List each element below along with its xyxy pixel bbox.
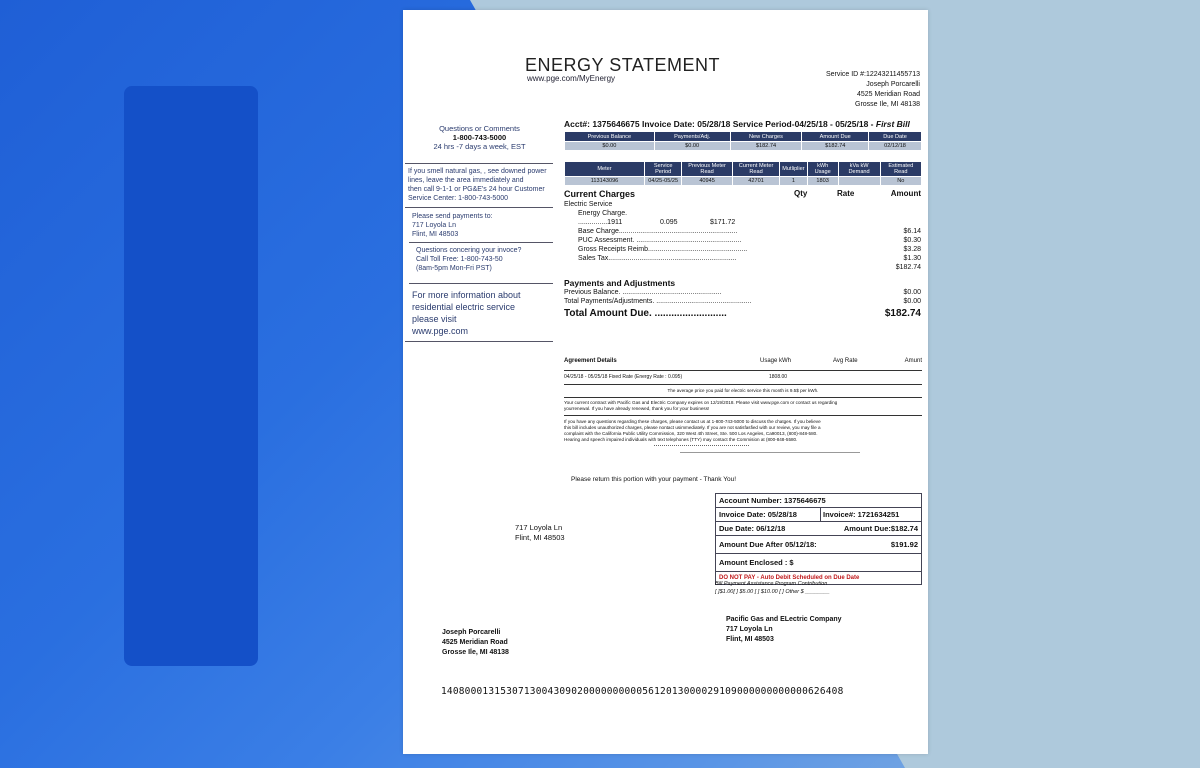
energy-amount: $171.72	[710, 219, 736, 226]
account-number-row	[716, 494, 921, 508]
customer-name: Joseph Porcarelli	[866, 81, 920, 88]
gas-line: then call 9-1-1 or PG&E's 24 hour Customer	[408, 186, 545, 193]
payments-adjustments-title: Payments and Adjustments	[564, 278, 676, 288]
payments-street: 717 Loyola Ln	[412, 222, 456, 229]
meter-value	[838, 177, 880, 186]
col-amount: Amount	[890, 189, 921, 198]
statement-title: ENERGY STATEMENT	[525, 55, 721, 75]
questions-note: If you have any questions regarding these charges, please contact us at 1-800-743-5000 to discuss the chatges. If you believe	[564, 419, 821, 424]
invoice-question: Questions concering your invoce?	[416, 247, 522, 254]
summary-value: 02/12/18	[869, 142, 922, 151]
first-bill-label: First Bill	[875, 119, 910, 129]
meter-header: Current Meter Read	[732, 162, 779, 177]
total-payments-amount: $0.00	[903, 298, 921, 305]
total-due-label: Total Amount Due. ..........................	[564, 308, 727, 319]
meter-table	[564, 161, 922, 186]
energy-charge-label: Energy Charge.	[578, 210, 628, 217]
questions-hours: 24 hrs -7 days a week, EST	[433, 142, 526, 151]
col-qty: Qty	[794, 189, 808, 198]
contract-note: Your current contract with Pacific Gas and Electric Company expires on 12/19/2018. Please visit www.pge.com or contact us regarding	[564, 400, 838, 405]
payments-title: Please send payments to:	[412, 213, 493, 220]
meter-header: Service Period	[645, 162, 682, 177]
meter-value: 1803	[807, 177, 838, 186]
meter-value: 40945	[682, 177, 733, 186]
recipient-street: 717 Loyola Ln	[726, 626, 773, 633]
summary-header: Payments/Adj.	[654, 132, 730, 142]
remit-address-city: Flint, MI 48503	[515, 533, 565, 542]
remit-due-after-amount: $191.92	[890, 540, 918, 549]
base-charge-amount: $6.14	[903, 228, 921, 235]
meter-header: kWh Usage	[807, 162, 838, 177]
recipient-city: Flint, MI 48503	[726, 636, 774, 643]
micr-line: 14080001315307130043090200000000005612013000029109000000000000626408	[441, 686, 844, 697]
account-line-text: Acct#: 1375646675 Invoice Date: 05/28/18 Service Period-04/25/18 - 05/25/18 -	[564, 119, 876, 129]
questions-note: Hearing and speech impaired individuals with text telephones (TTY) may contact the Commision at (800-848-5580.	[564, 437, 798, 442]
meter-header: Meter	[565, 162, 645, 177]
statement-url[interactable]: www.pge.com/MyEnergy	[527, 74, 616, 83]
sender-address	[442, 628, 509, 658]
info-link[interactable]: www.pge.com	[412, 326, 469, 336]
sender-city: Grosse Ile, MI 48138	[442, 649, 509, 656]
sender-street: 4525 Meridian Road	[442, 639, 508, 646]
energy-statement-document	[403, 10, 928, 754]
background-panel	[124, 86, 258, 666]
recipient-address	[726, 615, 842, 645]
puc-label: PUC Assessment. ......................................................	[578, 237, 742, 244]
meter-value: 42701	[732, 177, 779, 186]
remit-invoice-number: Invoice#: 1721634251	[823, 510, 900, 519]
sidebar	[405, 122, 553, 342]
gas-line: If you smell natural gas, , see downed power	[408, 168, 547, 175]
previous-balance-amount: $0.00	[903, 289, 921, 296]
electric-service-label: Electric Service	[564, 201, 613, 208]
gas-line: Service Center: 1-800-743-5000	[408, 195, 509, 202]
remit-amount-enclosed: Amount Enclosed : $	[719, 558, 794, 567]
summary-header: New Charges	[730, 132, 802, 142]
service-id: Service ID #:12243211455713	[825, 71, 920, 78]
agreement-col-usage: Usage kWh	[760, 358, 792, 364]
summary-value: $0.00	[654, 142, 730, 151]
recipient-name: Pacific Gas and ELectric Company	[726, 616, 842, 623]
customer-street: 4525 Meridian Road	[856, 91, 920, 98]
summary-header: Due Date	[869, 132, 922, 142]
agreement-title: Agreement Details	[564, 358, 617, 364]
summary-value: $0.00	[565, 142, 655, 151]
agreement-row-usage: 1808.00	[769, 374, 788, 380]
payments-city: Flint, MI 48503	[412, 231, 459, 238]
summary-header: Previous Balance	[565, 132, 655, 142]
charges-title: Current Charges	[564, 189, 636, 199]
customer-city: Grosse Ile, MI 48138	[855, 101, 920, 108]
invoice-questions-block	[409, 242, 553, 284]
info-line: residential electric service	[412, 302, 516, 312]
col-rate: Rate	[837, 189, 855, 198]
do-not-pay-notice: DO NOT PAY - Auto Debit Scheduled on Due Date	[719, 575, 860, 581]
invoice-hours: (8am-5pm Mon-Fri PST)	[416, 265, 492, 272]
gross-receipts-amount: $3.28	[903, 246, 921, 253]
meter-header: Estimated Read	[880, 162, 921, 177]
previous-balance-label: Previous Balance. ...................................................	[564, 289, 722, 296]
invoice-phone: Call Toll Free: 1-800-743-50	[416, 256, 503, 263]
return-portion-note: Please return this portion with your payment - Thank You!	[571, 476, 737, 483]
meter-value: No	[880, 177, 921, 186]
due-row	[716, 522, 921, 536]
contribution-options[interactable]: [ ]$1.00[ ] $5.00 [ ] $10.00 [ ] Other $ ________	[715, 589, 830, 595]
agreement-details	[564, 358, 922, 453]
gas-warning-block	[405, 164, 553, 208]
total-payments-label: Total Payments/Adjustments. .................................................	[564, 298, 752, 305]
meter-header: Previous Meter Read	[682, 162, 733, 177]
summary-value: $182.74	[802, 142, 869, 151]
base-charge-label: Base Charge.............................................................	[578, 228, 738, 235]
summary-value: $182.74	[730, 142, 802, 151]
gross-receipts-label: Gross Receipts Reimb...................................................	[578, 246, 748, 253]
average-price-note: The average price you paid for electric service this month is 9.5$ per kWh.	[667, 388, 819, 393]
more-info-block	[405, 284, 553, 342]
energy-rate: 0.095	[660, 219, 678, 226]
sales-tax-label: Sales Tax..................................................................	[578, 255, 737, 262]
puc-amount: $0.30	[903, 237, 921, 244]
total-due-amount: $182.74	[884, 308, 921, 319]
questions-note: complaint with the California Public Utility Commission, 320 West 4th Street, Ste. 500 Los Angeles, Ca90013, (800)-848-580.	[564, 431, 818, 436]
agreement-row-label: 04/25/18 - 05/25/18 Fixed Rate (Energy Rate : 0.095)	[564, 374, 683, 380]
questions-title: Questions or Comments	[439, 124, 520, 133]
enclosed-row[interactable]	[716, 554, 921, 572]
due-after-row	[716, 536, 921, 554]
energy-qty: ...............1911	[578, 219, 623, 226]
agreement-col-rate: Avg Rate	[833, 358, 858, 364]
meter-value: 1	[780, 177, 807, 186]
contribution-block	[715, 580, 830, 596]
service-address-block	[826, 70, 920, 110]
meter-value: 113143096	[565, 177, 645, 186]
info-line: please visit	[412, 314, 457, 324]
contract-note: yourrenewal. If you have already renewed, thank you for your business!	[564, 406, 710, 411]
contribution-title: Bill Payment Assistance Program Contribution	[715, 581, 828, 587]
remit-account-number: Account Number: 1375646675	[719, 496, 826, 505]
remit-due-after: Amount Due After 05/12/18:	[719, 540, 817, 549]
questions-phone: 1-800-743-5000	[452, 133, 507, 142]
meter-value: 04/25-05/25	[645, 177, 682, 186]
meter-header: Mutliplier	[780, 162, 807, 177]
payments-block	[405, 208, 553, 242]
questions-note: this bill includes unauthorized charges, please nontact usimmediately. If you are not satisfasfied with our review, you may file a	[564, 425, 821, 430]
current-charges	[564, 189, 921, 322]
remit-address-street: 717 Loyola Ln	[515, 523, 563, 532]
remittance-box	[715, 493, 922, 585]
subtotal-amount: $182.74	[895, 264, 921, 271]
sender-name: Joseph Porcarelli	[442, 629, 501, 636]
invoice-row	[716, 508, 921, 522]
remit-invoice-date: Invoice Date: 05/28/18	[719, 510, 797, 519]
agreement-col-amount: Amunt	[904, 358, 922, 364]
summary-header: Amount Due	[802, 132, 869, 142]
remit-amount-due: Amount Due:$182.74	[843, 524, 918, 533]
summary-table	[564, 131, 922, 151]
remit-address	[515, 523, 565, 543]
account-line	[564, 119, 910, 129]
info-line: For more information about	[412, 290, 521, 300]
meter-header: kVa kW Demand	[838, 162, 880, 177]
gas-line: lines, leave the area immediately and	[408, 177, 524, 184]
questions-block	[405, 122, 553, 164]
remit-due-date: Due Date: 06/12/18	[719, 524, 786, 533]
sales-tax-amount: $1.30	[903, 255, 921, 262]
